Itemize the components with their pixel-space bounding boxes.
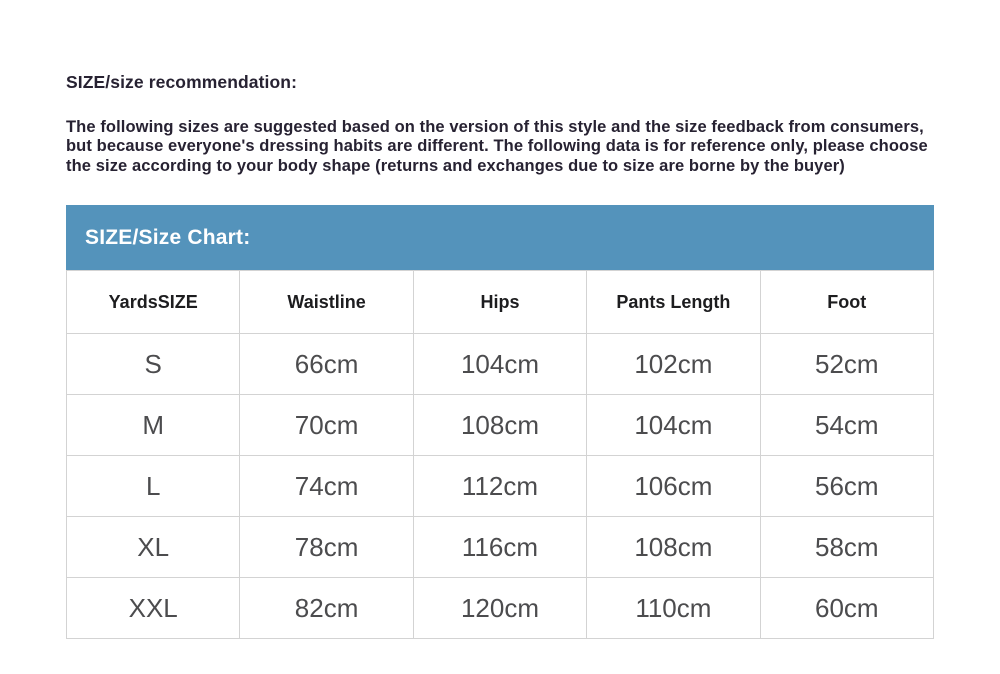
table-cell: 106cm	[587, 456, 760, 517]
size-chart-title-bar	[66, 205, 934, 270]
table-cell: 104cm	[587, 395, 760, 456]
column-header-waistline: Waistline	[240, 271, 413, 334]
table-cell: 58cm	[760, 517, 933, 578]
column-header-foot: Foot	[760, 271, 933, 334]
table-row	[67, 578, 934, 639]
table-cell: 112cm	[413, 456, 586, 517]
table-row	[67, 517, 934, 578]
column-header-hips: Hips	[413, 271, 586, 334]
page-title: SIZE/size recommendation:	[66, 72, 298, 92]
table-cell: 104cm	[413, 334, 586, 395]
table-cell: 108cm	[587, 517, 760, 578]
table-row	[67, 456, 934, 517]
table-cell: 74cm	[240, 456, 413, 517]
table-cell: 116cm	[413, 517, 586, 578]
size-cell: S	[67, 334, 240, 395]
table-cell: 54cm	[760, 395, 933, 456]
column-header-pants-length: Pants Length	[587, 271, 760, 334]
table-cell: 66cm	[240, 334, 413, 395]
table-cell: 102cm	[587, 334, 760, 395]
size-chart-section	[66, 205, 934, 639]
table-cell: 78cm	[240, 517, 413, 578]
table-cell: 60cm	[760, 578, 933, 639]
size-chart-title: SIZE/Size Chart:	[85, 225, 251, 249]
size-cell: XXL	[67, 578, 240, 639]
table-row	[67, 395, 934, 456]
column-header-size: YardsSIZE	[67, 271, 240, 334]
table-cell: 108cm	[413, 395, 586, 456]
table-row	[67, 334, 934, 395]
table-cell: 82cm	[240, 578, 413, 639]
table-cell: 70cm	[240, 395, 413, 456]
size-recommendation-text: The following sizes are suggested based on the version of this style and the size feedback from consumers, but because everyone's dressing habits are different. The following data is for reference only, please choose the size according to your body shape (returns and exchanges due to size are borne by the buyer)	[66, 118, 928, 175]
table-cell: 56cm	[760, 456, 933, 517]
table-cell: 120cm	[413, 578, 586, 639]
size-cell: XL	[67, 517, 240, 578]
size-chart-table	[66, 270, 934, 639]
table-header-row	[67, 271, 934, 334]
size-cell: M	[67, 395, 240, 456]
table-cell: 110cm	[587, 578, 760, 639]
table-cell: 52cm	[760, 334, 933, 395]
size-cell: L	[67, 456, 240, 517]
